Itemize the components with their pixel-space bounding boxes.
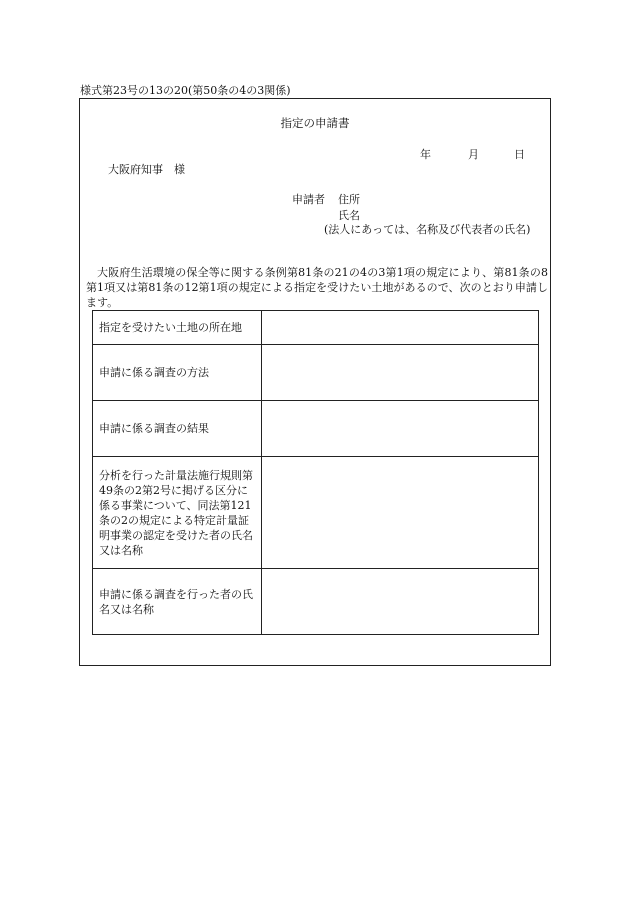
item-label-certified-business: 分析を行った計量法施行規則第49条の2第2号に掲げる区分に係る事業について、同法第121条の2の規定による特定計量証明事業の認定を受けた者の氏名又は名称	[93, 457, 262, 569]
table-row	[93, 311, 539, 345]
table-row	[93, 345, 539, 401]
applicant-note: (法人にあっては、名称及び代表者の氏名)	[324, 223, 531, 236]
form-title: 指定の申請書	[280, 116, 350, 130]
form-number: 様式第23号の13の20(第50条の4の3関係)	[80, 84, 291, 97]
applicant-address-label: 住所	[338, 193, 360, 206]
item-label-location: 指定を受けたい土地の所在地	[93, 311, 262, 345]
item-label-surveyor-name: 申請に係る調査を行った者の氏名又は名称	[93, 569, 262, 635]
item-value-location[interactable]	[262, 311, 539, 345]
items-table	[92, 310, 539, 635]
date-month-label: 月	[468, 148, 479, 161]
application-form	[79, 98, 551, 666]
date-year-label: 年	[420, 148, 431, 161]
item-value-surveyor-name[interactable]	[262, 569, 539, 635]
body-text: 大阪府生活環境の保全等に関する条例第81条の21の4の3第1項の規定により、第81条の8第1項又は第81条の12第1項の規定による指定を受けたい土地があるので、次のとおり申請します。	[86, 266, 548, 309]
applicant-name-label: 氏名	[338, 209, 360, 222]
item-label-survey-method: 申請に係る調査の方法	[93, 345, 262, 401]
table-row	[93, 569, 539, 635]
applicant-label: 申請者	[292, 193, 325, 206]
item-value-survey-result[interactable]	[262, 401, 539, 457]
addressee: 大阪府知事 様	[108, 163, 185, 176]
table-row	[93, 457, 539, 569]
date-day-label: 日	[514, 148, 525, 161]
table-row	[93, 401, 539, 457]
item-value-certified-business[interactable]	[262, 457, 539, 569]
item-value-survey-method[interactable]	[262, 345, 539, 401]
item-label-survey-result: 申請に係る調査の結果	[93, 401, 262, 457]
